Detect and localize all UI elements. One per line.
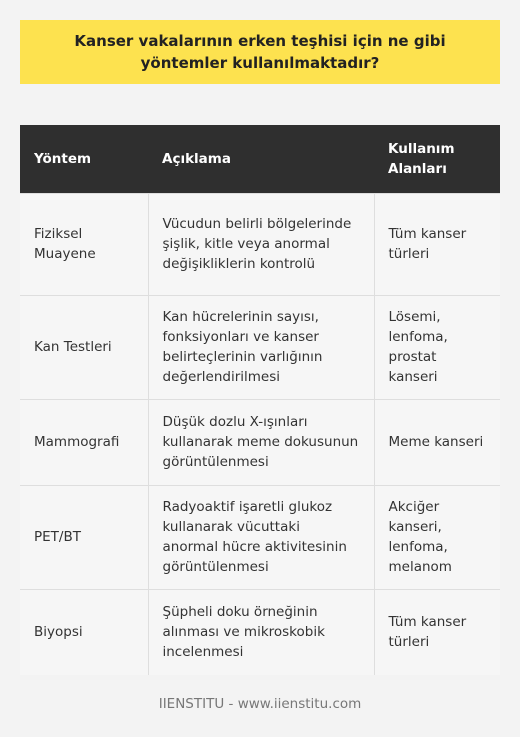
column-header-method: Yöntem [20,125,148,193]
description-cell: Kan hücrelerinin sayısı, fonksiyonları ve kanser belirteçlerinin varlığının değerlendirilmesi [148,295,374,399]
description-cell: Şüpheli doku örneğinin alınması ve mikroskobik incelenmesi [148,589,374,675]
table-row [20,589,500,675]
description-cell: Düşük dozlu X-ışınları kullanarak meme dokusunun görüntülenmesi [148,399,374,485]
method-cell: Kan Testleri [20,295,148,399]
methods-table [20,125,500,675]
description-cell: Vücudun belirli bölgelerinde şişlik, kitle veya anormal değişikliklerin kontrolü [148,193,374,295]
column-header-description: Açıklama [148,125,374,193]
table-row [20,485,500,589]
page-title-banner [20,20,500,84]
method-cell: Mammografi [20,399,148,485]
page-title: Kanser vakalarının erken teşhisi için ne gibi yöntemler kullanılmaktadır? [74,32,446,72]
method-cell: Biyopsi [20,589,148,675]
table-row [20,399,500,485]
method-cell: PET/BT [20,485,148,589]
usage-cell: Meme kanseri [374,399,500,485]
table-header-row [20,125,500,193]
usage-cell: Lösemi, lenfoma, prostat kanseri [374,295,500,399]
usage-cell: Tüm kanser türleri [374,589,500,675]
column-header-usage: Kullanım Alanları [374,125,500,193]
table-row [20,295,500,399]
footer-credit: IIENSTITU - www.iienstitu.com [158,696,362,712]
method-cell: Fiziksel Muayene [20,193,148,295]
usage-cell: Tüm kanser türleri [374,193,500,295]
table-row [20,193,500,295]
description-cell: Radyoaktif işaretli glukoz kullanarak vücuttaki anormal hücre aktivitesinin görüntülenmesi [148,485,374,589]
usage-cell: Akciğer kanseri, lenfoma, melanom [374,485,500,589]
